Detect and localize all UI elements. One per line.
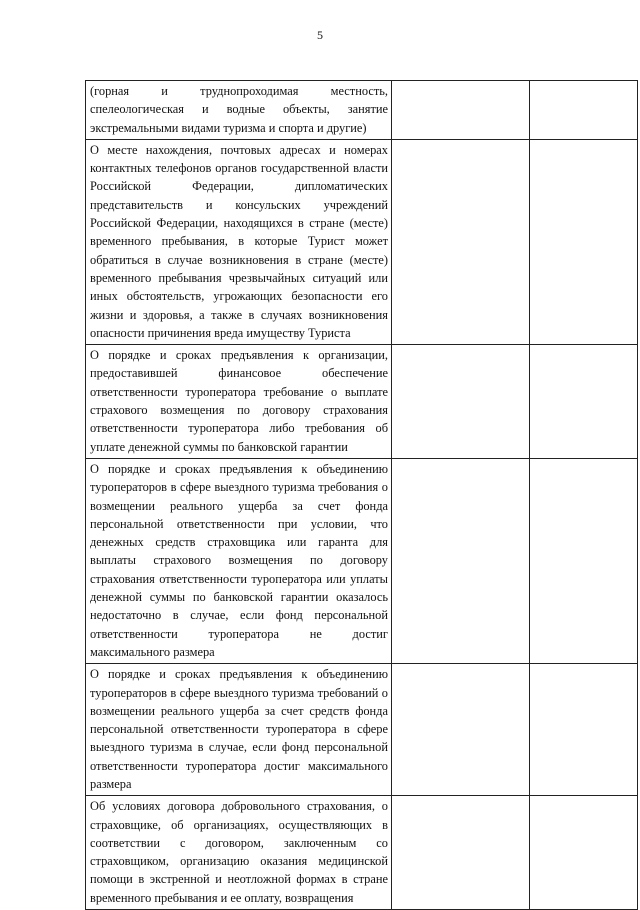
table-row xyxy=(86,664,638,796)
empty-cell xyxy=(392,664,530,796)
row-text: (горная и труднопроходимая местность, спелеологическая и водные объекты, занятие экстремальными видами туризма и спорта и другие) xyxy=(86,81,392,140)
empty-cell xyxy=(392,139,530,344)
row-text: О порядке и сроках предъявления к объединению туроператоров в сфере выездного туризма требования о возмещении реального ущерба за счет фонда персональной ответственности при условии, что денежных средств страховщика или гаранта для выплаты страхового возмещения по договору страхования ответственности туроператора или уплаты денежной суммы по банковской гарантии оказалось недостаточно в случае, если фонд персональной ответственности туроператора не достиг максимального размера xyxy=(86,458,392,663)
table-row xyxy=(86,81,638,140)
empty-cell xyxy=(530,458,638,663)
table-row xyxy=(86,345,638,459)
empty-cell xyxy=(392,458,530,663)
empty-cell xyxy=(392,796,530,910)
row-text: О месте нахождения, почтовых адресах и номерах контактных телефонов органов государственной власти Российской Федерации, дипломатических представительств и консульских учреждений Российской Федерации, находящихся в стране (месте) временного пребывания, в которые Турист может обратиться в случае возникновения в стране (месте) временного пребывания чрезвычайных ситуаций или иных обстоятельств, угрожающих безопасности его жизни и здоровья, а также в случаях возникновения опасности причинения вреда имуществу Туриста xyxy=(86,139,392,344)
row-text: О порядке и сроках предъявления к организации, предоставившей финансовое обеспечение ответственности туроператора требование о выплате страхового возмещения по договору страхования ответственности туроператора либо требования об уплате денежной суммы по банковской гарантии xyxy=(86,345,392,459)
row-text: Об условиях договора добровольного страхования, о страховщике, об организациях, осуществляющих в соответствии с договором, заключенным со страховщиком, организацию оказания медицинской помощи в экстренной и неотложной формах в стране временного пребывания и ее оплату, возвращения xyxy=(86,796,392,910)
table-row xyxy=(86,139,638,344)
empty-cell xyxy=(392,345,530,459)
table-row xyxy=(86,458,638,663)
empty-cell xyxy=(530,796,638,910)
empty-cell xyxy=(530,345,638,459)
page-number: 5 xyxy=(317,28,323,42)
empty-cell xyxy=(530,81,638,140)
table-row xyxy=(86,796,638,910)
empty-cell xyxy=(530,139,638,344)
information-table xyxy=(85,80,638,910)
empty-cell xyxy=(392,81,530,140)
row-text: О порядке и сроках предъявления к объединению туроператоров в сфере выездного туризма требований о возмещении реального ущерба за счет средств фонда персональной ответственности туроператора в сфере выездного туризма в случае, если фонд персональной ответственности туроператора достиг максимального размера xyxy=(86,664,392,796)
empty-cell xyxy=(530,664,638,796)
